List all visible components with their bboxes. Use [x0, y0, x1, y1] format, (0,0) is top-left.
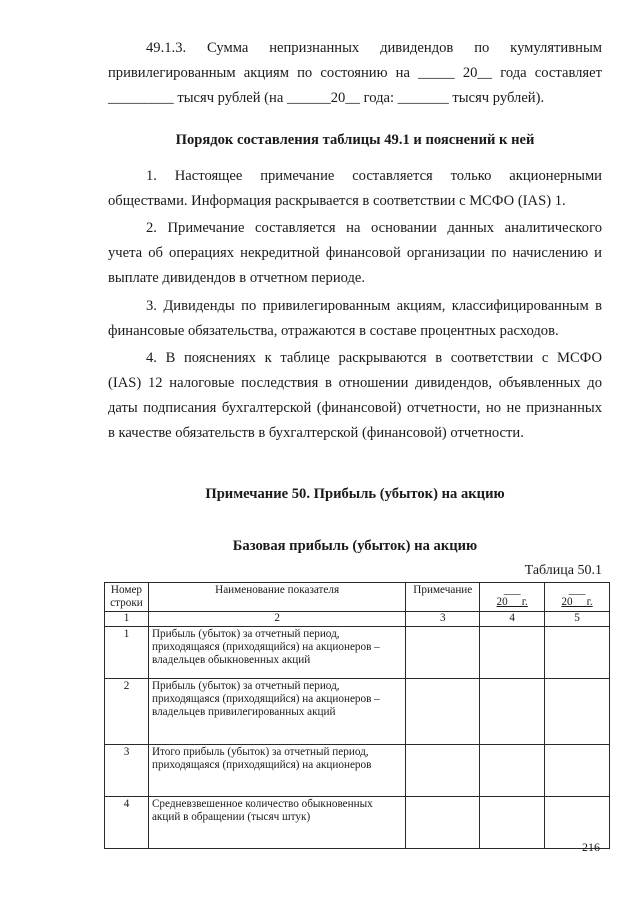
year-2-label: 20__ г. [561, 596, 593, 608]
page-number: 216 [582, 840, 600, 854]
year-2-blank: ___ [568, 584, 586, 596]
text-line: привилегированным акциям по состоянию на _____ 20__ года составляет [108, 65, 602, 81]
row-indicator: Прибыль (убыток) за отчетный период, приходящаяся (приходящийся) на акционеров – владельцев привилегированных акций [148, 678, 405, 744]
header-year-1 [480, 583, 545, 612]
row-indicator: Итого прибыль (убыток) за отчетный период, приходящаяся (приходящийся) на акционеров [148, 744, 405, 796]
row-number: 2 [105, 678, 149, 744]
row-indicator: Прибыль (убыток) за отчетный период, приходящаяся (приходящийся) на акционеров – владельцев обыкновенных акций [148, 626, 405, 678]
text-line: 4. В пояснениях к таблице раскрываются в соответствии с МСФО [146, 350, 602, 366]
text-line: даты подписания бухгалтерской (финансовой) отчетности, но не признанных [108, 400, 602, 416]
text-line: 2. Примечание составляется на основании данных аналитического [146, 220, 602, 236]
row-number: 4 [105, 796, 149, 848]
row-note-cell [406, 744, 480, 796]
header-year-2 [545, 583, 610, 612]
basic-eps-table [104, 582, 610, 849]
table-row [105, 678, 610, 744]
text-line: учета об операциях некредитной финансовой организации по начислению и [108, 245, 602, 261]
row-note-cell [406, 626, 480, 678]
row-year-2-cell [545, 626, 610, 678]
text-line: финансовые обязательства, отражаются в составе процентных расходов. [108, 323, 559, 339]
text-line: 1. Настоящее примечание составляется только акционерными [146, 168, 602, 184]
row-year-1-cell [480, 796, 545, 848]
row-number: 1 [105, 626, 149, 678]
row-year-1-cell [480, 626, 545, 678]
row-indicator: Средневзвешенное количество обыкновенных акций в обращении (тысяч штук) [148, 796, 405, 848]
table-caption: Таблица 50.1 [524, 563, 602, 578]
row-year-1-cell [480, 744, 545, 796]
paragraph-item-3 [108, 294, 602, 344]
column-number: 4 [480, 612, 545, 626]
table-row [105, 744, 610, 796]
row-year-2-cell [545, 678, 610, 744]
paragraph-49-1-3 [108, 36, 602, 111]
year-1-label: 20__ г. [496, 596, 528, 608]
column-number-row [105, 612, 610, 626]
note-50-heading: Примечание 50. Прибыль (убыток) на акцию [205, 486, 505, 502]
text-line: 3. Дивиденды по привилегированным акциям, классифицированным в [146, 298, 602, 314]
year-1-blank: ___ [503, 584, 521, 596]
header-row-number: Номер строки [105, 583, 149, 612]
column-number: 1 [105, 612, 149, 626]
row-note-cell [406, 678, 480, 744]
table-heading: Базовая прибыль (убыток) на акцию [232, 538, 478, 554]
heading-order: Порядок составления таблицы 49.1 и пояснений к ней [175, 132, 535, 148]
row-note-cell [406, 796, 480, 848]
text-line: (IAS) 12 налоговые последствия в отношении дивидендов, объявленных до [108, 375, 602, 391]
column-number: 3 [406, 612, 480, 626]
paragraph-item-4 [108, 346, 602, 446]
row-number: 3 [105, 744, 149, 796]
paragraph-item-1 [108, 164, 602, 214]
text-line: _________ тысяч рублей (на ______20__ года: _______ тысяч рублей). [108, 90, 545, 106]
table-row [105, 796, 610, 848]
text-line: выплате дивидендов в отчетном периоде. [108, 270, 366, 286]
row-year-2-cell [545, 744, 610, 796]
paragraph-item-2 [108, 216, 602, 291]
header-indicator: Наименование показателя [148, 583, 405, 612]
table-row [105, 626, 610, 678]
column-number: 5 [545, 612, 610, 626]
header-note: Примечание [406, 583, 480, 612]
table-header-row [105, 583, 610, 612]
row-year-1-cell [480, 678, 545, 744]
text-line: обществами. Информация раскрывается в соответствии с МСФО (IAS) 1. [108, 193, 566, 209]
text-line: в качестве обязательств в бухгалтерской (финансовой) отчетности. [108, 425, 524, 441]
column-number: 2 [148, 612, 405, 626]
text-line: 49.1.3. Сумма непризнанных дивидендов по кумулятивным [146, 40, 602, 56]
